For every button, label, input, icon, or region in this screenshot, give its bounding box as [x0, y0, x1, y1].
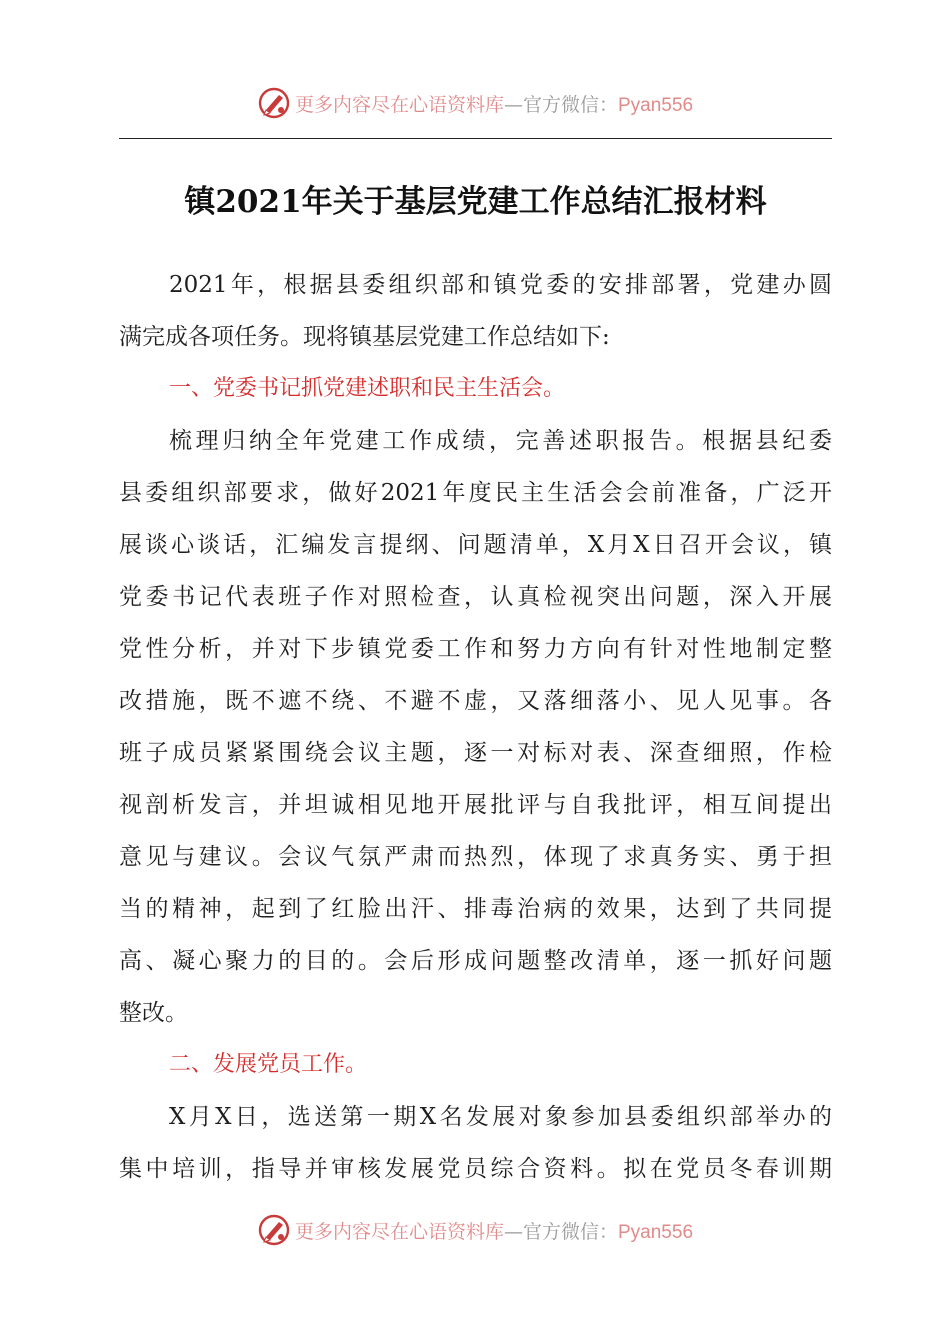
paragraph-line: 党委书记代表班子作对照检查，认真检视突出问题，深入开展: [119, 584, 832, 610]
pen-logo-icon: [257, 86, 291, 120]
paragraph-line: X月X日，选送第一期X名发展对象参加县委组织部举办的: [169, 1104, 832, 1130]
section-heading: 二、发展党员工作。: [169, 1052, 368, 1077]
footer-watermark: [0, 1210, 950, 1250]
paragraph-line: 意见与建议。会议气氛严肃而热烈，体现了求真务实、勇于担: [119, 844, 832, 870]
pen-logo-icon: [257, 1213, 291, 1247]
paragraph-line: 改措施，既不遮不绕、不避不虚，又落细落小、见人见事。各: [119, 688, 832, 714]
paragraph-line: 集中培训，指导并审核发展党员综合资料。拟在党员冬春训期: [119, 1156, 832, 1182]
paragraph-line: 当的精神，起到了红脸出汗、排毒治病的效果，达到了共同提: [119, 896, 832, 922]
watermark-text: 更多内容尽在心语资料库—官方微信：Pyan556: [294, 93, 694, 116]
paragraph-line: 整改。: [119, 1000, 188, 1026]
document-body: [119, 259, 832, 1195]
paragraph-line: 县委组织部要求，做好2021年度民主生活会会前准备，广泛开: [119, 480, 832, 506]
paragraph-line: 展谈心谈话，汇编发言提纲、问题清单，X月X日召开会议，镇: [119, 532, 832, 558]
header-watermark: [0, 83, 950, 123]
header-divider: [119, 138, 832, 139]
paragraph-line: 班子成员紧紧围绕会议主题，逐一对标对表、深查细照，作检: [119, 740, 832, 766]
page-title: 镇2021年关于基层党建工作总结汇报材料: [184, 184, 767, 220]
paragraph-line: 梳理归纳全年党建工作成绩，完善述职报告。根据县纪委: [169, 428, 832, 454]
paragraph-line: 满完成各项任务。现将镇基层党建工作总结如下:: [119, 324, 610, 350]
watermark-text: 更多内容尽在心语资料库—官方微信：Pyan556: [294, 1220, 694, 1243]
section-heading: 一、党委书记抓党建述职和民主生活会。: [169, 376, 566, 401]
paragraph-line: 高、凝心聚力的目的。会后形成问题整改清单，逐一抓好问题: [119, 948, 832, 974]
paragraph-line: 2021年，根据县委组织部和镇党委的安排部署，党建办圆: [169, 272, 832, 298]
paragraph-line: 视剖析发言，并坦诚相见地开展批评与自我批评，相互间提出: [119, 792, 832, 818]
paragraph-line: 党性分析，并对下步镇党委工作和努力方向有针对性地制定整: [119, 636, 832, 662]
